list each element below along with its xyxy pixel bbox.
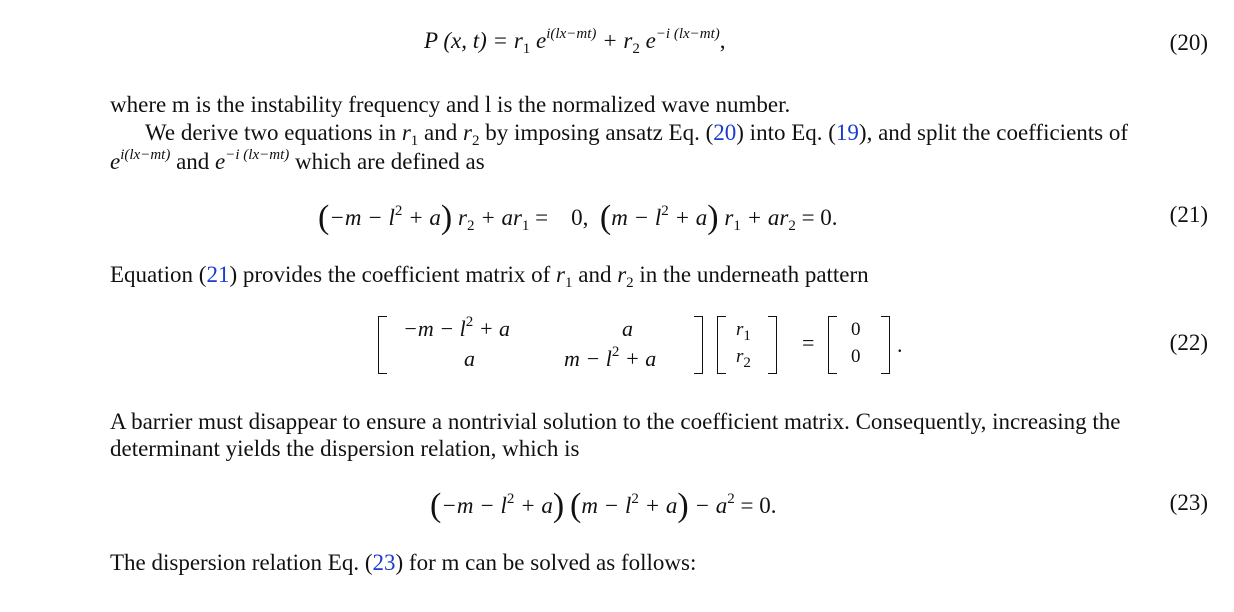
- paragraph-3-line-2: [110, 435, 1234, 463]
- para1-e1: e: [110, 149, 121, 174]
- eq20-lhs: P (x, t) = r: [424, 28, 523, 53]
- para1-tail: which are defined as: [289, 149, 485, 174]
- paragraph-4: [110, 549, 1234, 577]
- equation-22: [0, 316, 1234, 376]
- para1-e2: e: [215, 149, 226, 174]
- equation-23-body: $(-m - l^2 + a)$ $(m - l^2 + a) - a^2 = 0$.: [430, 487, 777, 524]
- coefficient-matrix: [378, 316, 706, 374]
- paragraph-2: [110, 261, 1234, 292]
- equation-number-21: (21): [1169, 202, 1208, 227]
- ref-eq-19[interactable]: 19: [835, 120, 859, 145]
- matrix-right-bracket: [694, 316, 703, 374]
- paragraph-1-line-3: [110, 148, 1234, 179]
- para1-text-a: We derive two equations in: [145, 120, 402, 145]
- vector-left-bracket: [717, 316, 726, 374]
- para3-line2: determinant yields the dispersion relation, which is: [110, 436, 580, 461]
- matrix-equals: =: [802, 330, 815, 355]
- ref-eq-23[interactable]: 23: [372, 550, 396, 575]
- para1-text-b: and: [418, 120, 464, 145]
- eq21-expression: $(-m - l^2 + a)$ $r_2 + ar_1$ = 0, $(m - l^2 + a)$ $r_1 + ar_2 = 0$.: [318, 199, 838, 236]
- eq20-plus: + r: [596, 28, 633, 53]
- para1-line1: where m is the instability frequency and l is the normalized wave number.: [110, 92, 791, 117]
- eq20-r2-sub: 2: [632, 41, 640, 57]
- eq20-tail: ,: [719, 28, 726, 53]
- ref-eq-20[interactable]: 20: [713, 120, 737, 145]
- para2-text-d: in the underneath pattern: [633, 262, 869, 287]
- eq20-e2: e: [639, 28, 656, 53]
- para2-text-b: ) provides the coefficient matrix of: [229, 262, 557, 287]
- para4-text-a: The dispersion relation Eq. (: [110, 550, 373, 575]
- equation-21-body: [318, 196, 838, 234]
- eq20-e1: e: [530, 28, 547, 53]
- vector-r1: $r_1$: [736, 319, 751, 344]
- para1-r2: r: [463, 120, 472, 145]
- paragraph-3-line-1: [110, 408, 1234, 436]
- unknown-vector: [717, 316, 777, 374]
- para1-text-c: by imposing ansatz Eq. (: [479, 120, 714, 145]
- para1-text-d: ) into Eq. (: [736, 120, 836, 145]
- vector-right-bracket: [768, 316, 777, 374]
- matrix-cell-22: $m - l^2 + a$: [564, 344, 657, 371]
- eq20-exp2: −i (lx−mt): [655, 26, 720, 42]
- equation-number-22: (22): [1169, 330, 1208, 355]
- zero-right-bracket: [881, 316, 890, 374]
- zero-vector: [828, 316, 890, 374]
- para2-r1: r: [556, 262, 565, 287]
- para1-and: and: [170, 149, 216, 174]
- matrix-left-bracket: [378, 316, 387, 374]
- para1-r1-sub: 1: [410, 133, 419, 149]
- vector-r2: $r_2$: [736, 346, 751, 371]
- para2-r2-sub: 2: [626, 275, 634, 291]
- zero-2: 0: [851, 346, 861, 367]
- para3-line1: A barrier must disappear to ensure a nontrivial solution to the coefficient matrix. Consequently, increasing the: [110, 409, 1121, 434]
- equation-number-23: (23): [1169, 490, 1208, 515]
- para4-text-b: ) for m can be solved as follows:: [395, 550, 697, 575]
- paragraph-1-line-1: [110, 91, 1234, 119]
- para1-exp1: i(lx−mt): [120, 147, 171, 163]
- matrix-cell-21: a: [464, 346, 475, 371]
- para1-text-e: ), and split the coefficients of: [858, 120, 1129, 145]
- para2-r2: r: [617, 262, 627, 287]
- para1-r1: r: [401, 120, 411, 145]
- para2-text-c: and: [572, 262, 618, 287]
- zero-1: 0: [851, 319, 861, 340]
- equation-20-body: [424, 26, 726, 57]
- para1-r2-sub: 2: [471, 133, 480, 149]
- eq20-r1-sub: 1: [522, 41, 531, 57]
- matrix-cell-12: a: [622, 316, 633, 341]
- para1-exp2: −i (lx−mt): [225, 147, 290, 163]
- para2-text-a: Equation (: [110, 262, 207, 287]
- matrix-period: .: [897, 332, 903, 357]
- zero-left-bracket: [828, 316, 837, 374]
- para2-r1-sub: 1: [564, 275, 573, 291]
- paragraph-1-line-2: [145, 119, 1234, 150]
- eq20-exp1: i(lx−mt): [546, 26, 597, 42]
- matrix-cell-11: $-m - l^2 + a$: [403, 314, 511, 341]
- equation-number-20: (20): [1169, 30, 1208, 55]
- ref-eq-21[interactable]: 21: [206, 262, 230, 287]
